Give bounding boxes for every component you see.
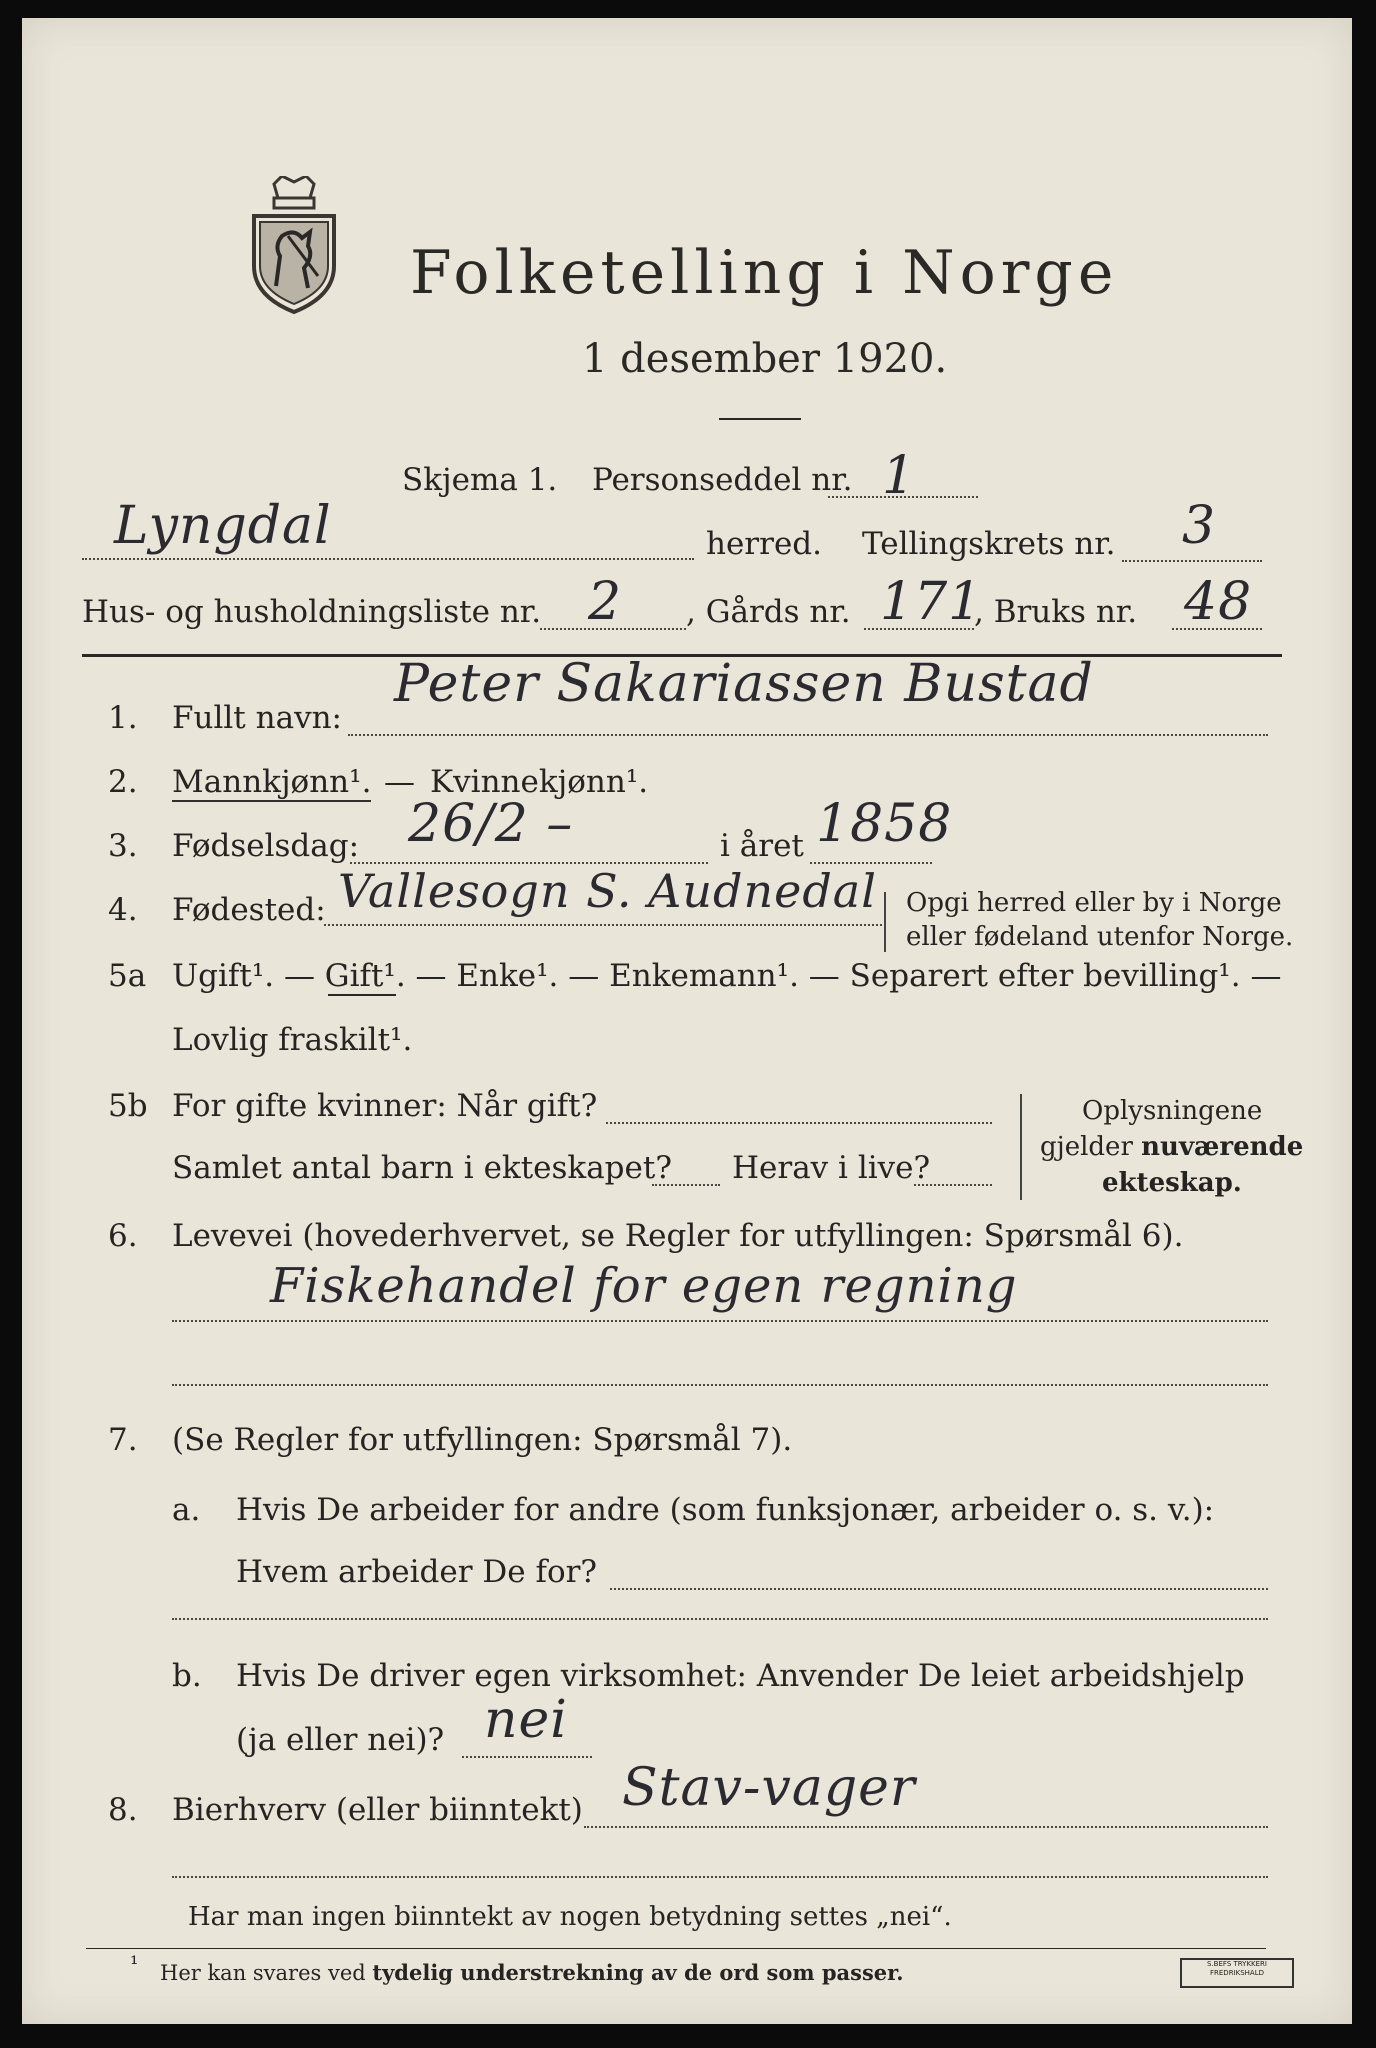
q5b-note-1: Oplysningene: [1082, 1096, 1263, 1126]
side-income-value: Stav-vager: [622, 1758, 916, 1818]
q7a-line2: Hvem arbeider De for?: [236, 1554, 598, 1590]
gards-value: 171: [880, 572, 983, 632]
birthplace-value: Vallesogn S. Audnedal: [338, 864, 877, 918]
q6-line-1: [172, 1320, 1268, 1322]
q8-line-1: [584, 1826, 1268, 1828]
husliste-label: Hus- og husholdningsliste nr.: [82, 594, 542, 630]
q4-note-2: eller fødeland utenfor Norge.: [906, 922, 1294, 952]
schema-number: Skjema 1.: [402, 462, 558, 498]
q5b-bracket: [1020, 1094, 1032, 1200]
birth-year-value: 1858: [816, 794, 953, 854]
q5b-number: 5b: [108, 1088, 148, 1124]
tellingskrets-label: Tellingskrets nr.: [862, 526, 1116, 562]
q6-line-2: [172, 1384, 1268, 1386]
herred-line: [82, 558, 694, 560]
q5b-married-line: [606, 1122, 992, 1124]
q3-label: Fødselsdag:: [172, 828, 360, 864]
footnote-rule: [86, 1948, 1266, 1949]
q5b-note-2a: gjelder: [1040, 1132, 1133, 1162]
gift-underline: [328, 994, 396, 996]
bruks-label: , Bruks nr.: [974, 594, 1138, 630]
q4-number: 4.: [108, 892, 138, 928]
q7b-line2: (ja eller nei)?: [236, 1722, 445, 1758]
q6-number: 6.: [108, 1218, 138, 1254]
footer-note: Har man ingen biinntekt av nogen betydning settes „nei“.: [188, 1902, 952, 1932]
q4-line: [324, 924, 882, 926]
bruks-value: 48: [1184, 572, 1253, 632]
q7a-extra-line: [172, 1618, 1268, 1620]
personseddel-label: Personseddel nr.: [592, 462, 853, 498]
printer-stamp-line2: FREDRIKSHALD: [1209, 1969, 1264, 1977]
husliste-value: 2: [588, 572, 623, 632]
q3-year-label: i året: [720, 828, 804, 864]
q5b-note-3: ekteskap.: [1102, 1168, 1242, 1198]
hired-help-value: nei: [484, 1690, 568, 1750]
q5a-options-line2: Lovlig fraskilt¹.: [172, 1022, 413, 1058]
census-date: 1 desember 1920.: [582, 336, 948, 382]
q5a-number: 5a: [108, 958, 147, 994]
herred-value: Lyngdal: [114, 496, 332, 556]
male-underlined: Mannkjønn¹.: [172, 764, 372, 800]
q2-separator: —: [384, 764, 415, 800]
title-divider: [719, 418, 801, 420]
norway-coat-of-arms-icon: [244, 176, 344, 316]
q5b-alive-line: [914, 1184, 992, 1186]
tellingskrets-value: 3: [1182, 496, 1217, 556]
form-title: Folketelling i Norge: [410, 238, 1119, 308]
q1-label: Fullt navn:: [172, 700, 342, 736]
q7b-line1: Hvis De driver egen virksomhet: Anvender De leiet arbeidshjelp: [236, 1658, 1245, 1694]
printer-stamp: [1180, 1958, 1294, 1988]
printer-stamp-line1: S.BEFS TRYKKERI: [1207, 1960, 1267, 1968]
q2-male-option: [172, 764, 371, 800]
footnote-text-b: tydelig understrekning av de ord som passer.: [372, 1960, 904, 1985]
q8-number: 8.: [108, 1792, 138, 1828]
q5b-label-alive: Herav i live?: [732, 1150, 931, 1186]
q5b-children-line: [652, 1184, 720, 1186]
birthday-value: 26/2 –: [408, 794, 574, 854]
q5a-options: Ugift¹. — Gift¹. — Enke¹. — Enkemann¹. — Separert efter bevilling¹. —: [172, 958, 1282, 994]
q7b-letter: b.: [172, 1658, 202, 1694]
q2-female-option: Kvinnekjønn¹.: [430, 764, 649, 800]
q5b-label-children: Samlet antal barn i ekteskapet?: [172, 1150, 672, 1186]
q7-number: 7.: [108, 1422, 138, 1458]
q7b-line: [462, 1756, 592, 1758]
gards-label: , Gårds nr.: [686, 594, 851, 630]
q7-label: (Se Regler for utfyllingen: Spørsmål 7).: [172, 1422, 793, 1458]
q5b-note-2b: nuværende: [1141, 1132, 1304, 1162]
q2-number: 2.: [108, 764, 138, 800]
q1-number: 1.: [108, 700, 138, 736]
full-name-value: Peter Sakariassen Bustad: [394, 654, 1094, 714]
census-form-sheet: [22, 18, 1352, 2024]
q4-label: Fødested:: [172, 892, 326, 928]
q5b-label-married-when: For gifte kvinner: Når gift?: [172, 1088, 598, 1124]
footnote-text-a: Her kan svares ved: [160, 1961, 366, 1985]
q4-note-1: Opgi herred eller by i Norge: [906, 888, 1282, 918]
footnote-mark: ¹: [130, 1952, 139, 1976]
q7a-line1: Hvis De arbeider for andre (som funksjonær, arbeider o. s. v.):: [236, 1492, 1215, 1528]
q7a-employer-line: [610, 1588, 1268, 1590]
footnote: [160, 1960, 904, 1985]
q4-bracket: [884, 892, 896, 952]
q8-line-2: [172, 1876, 1268, 1878]
q8-label: Bierhverv (eller biinntekt): [172, 1792, 583, 1828]
q3-number: 3.: [108, 828, 138, 864]
personseddel-value: 1: [882, 446, 917, 506]
q7a-letter: a.: [172, 1492, 201, 1528]
q5b-note-2: [1040, 1132, 1303, 1162]
q6-label: Levevei (hovederhvervet, se Regler for utfyllingen: Spørsmål 6).: [172, 1218, 1184, 1254]
herred-label: herred.: [706, 526, 822, 562]
tellingskrets-line: [1122, 560, 1262, 562]
occupation-value: Fiskehandel for egen regning: [270, 1258, 1018, 1314]
q1-line: [348, 734, 1268, 736]
